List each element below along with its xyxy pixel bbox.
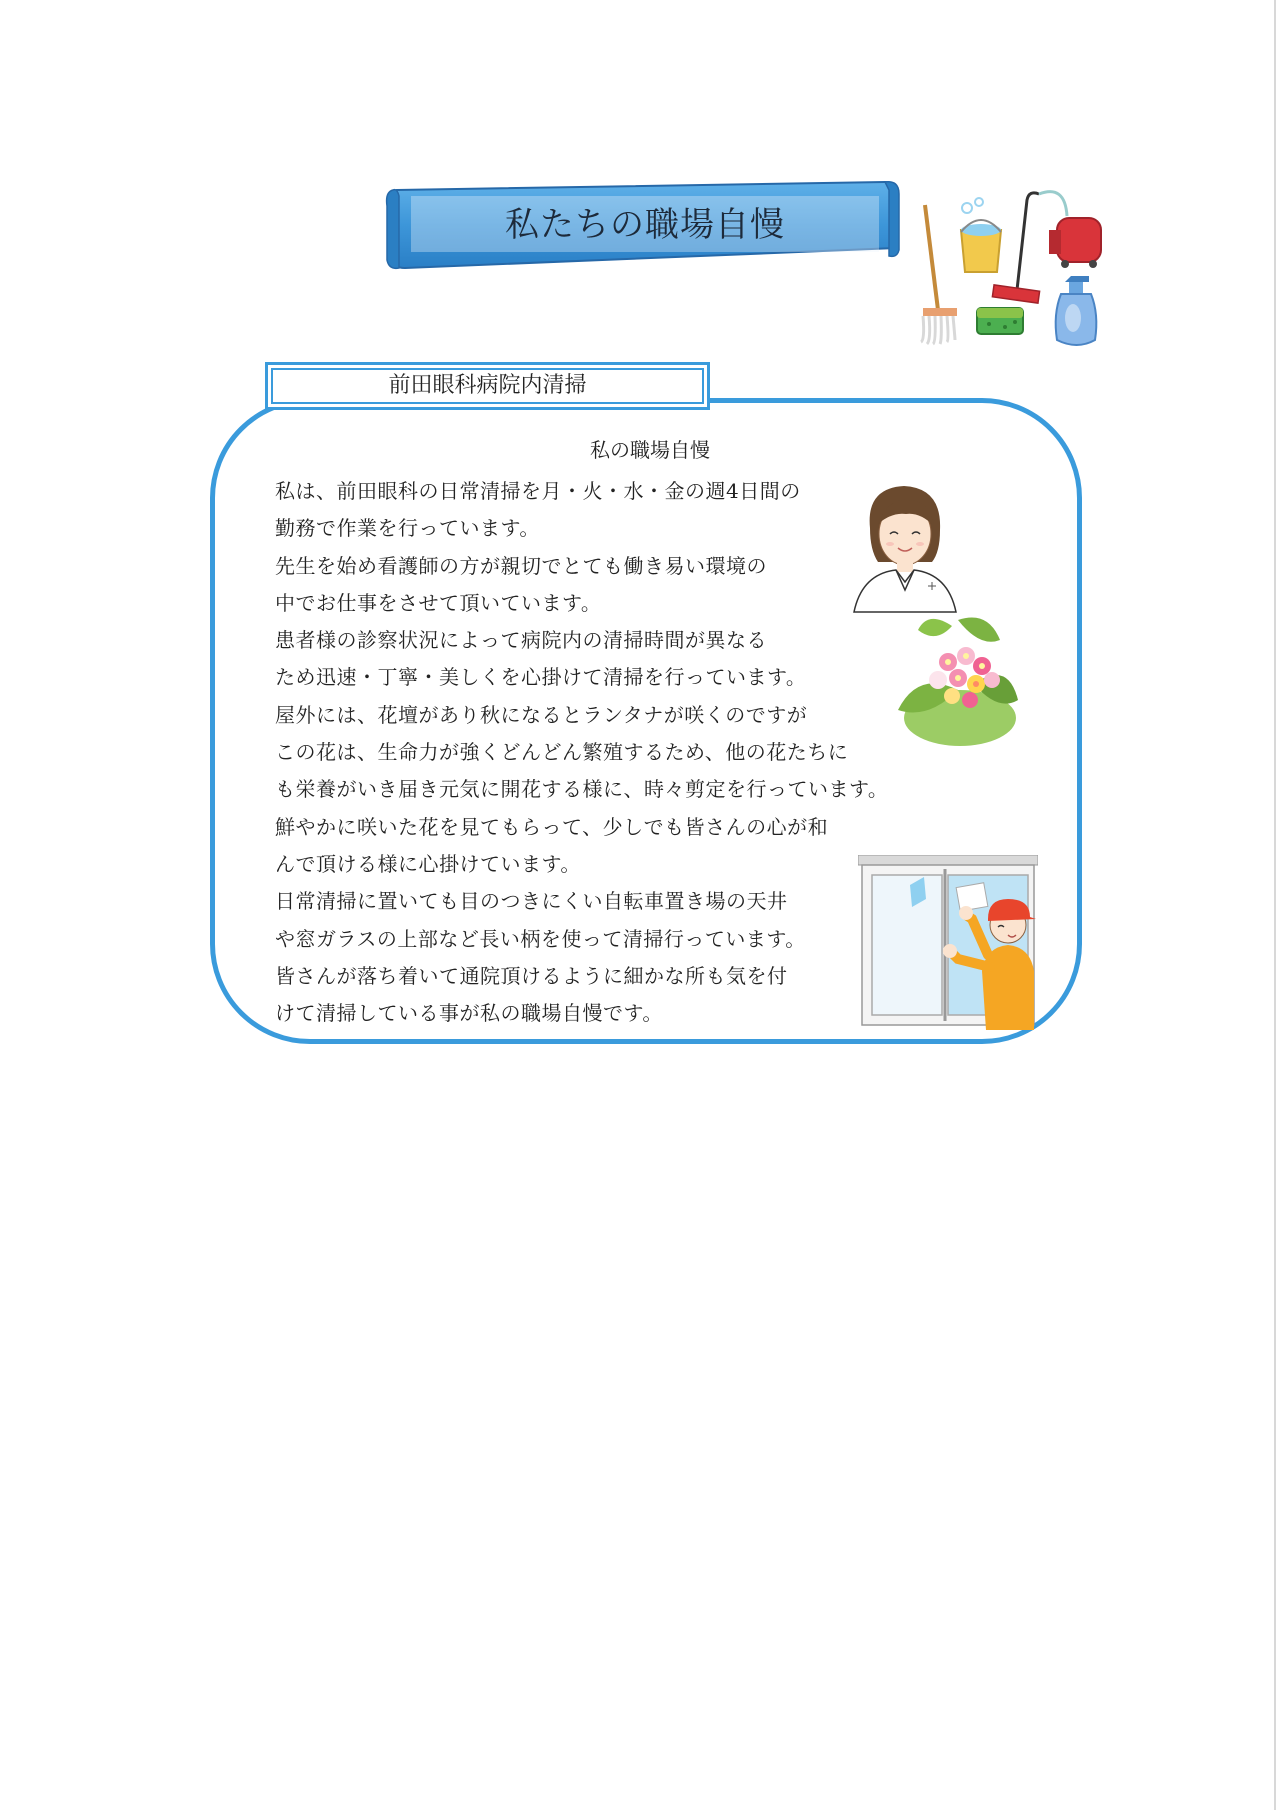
body-line: 屋外には、花壇があり秋になるとランタナが咲くのですが (275, 702, 808, 727)
body-line: も栄養がいき届き元気に開花する様に、時々剪定を行っています。 (275, 777, 889, 802)
sponge-icon (977, 308, 1023, 334)
body-line: 私は、前田眼科の日常清掃を月・火・水・金の週4日間の (275, 479, 801, 503)
nurse-illustration (848, 478, 963, 613)
spray-bottle-icon (1056, 276, 1097, 345)
body-line: 皆さんが落ち着いて通院頂けるように細かな所も気を付 (275, 963, 788, 988)
body-line: 鮮やかに咲いた花を見てもらって、少しでも皆さんの心が和 (275, 814, 829, 839)
page-edge (1274, 0, 1276, 1810)
body-line: 勤務で作業を行っています。 (275, 516, 540, 541)
content-heading: 私の職場自慢 (590, 438, 710, 462)
body-line: 中でお仕事をさせて頂いています。 (275, 590, 602, 615)
mop-icon (921, 205, 957, 344)
title-banner (385, 178, 905, 274)
body-text (275, 473, 935, 1032)
window-cleaning-illustration (858, 855, 1038, 1030)
cleaning-tools-illustration (905, 190, 1135, 360)
body-line: 日常清掃に置いても目のつきにくい自転車置き場の天井 (275, 889, 788, 914)
body-line: この花は、生命力が強くどんどん繁殖するため、他の花たちに (275, 740, 849, 765)
body-line: ため迅速・丁寧・美しくを心掛けて清掃を行っています。 (275, 665, 807, 690)
page-title: 私たちの職場自慢 (505, 205, 785, 245)
vacuum-cleaner-icon (992, 192, 1101, 304)
body-line: んで頂ける様に心掛けています。 (275, 851, 581, 876)
flower-bouquet-illustration (888, 600, 1038, 750)
section-label: 前田眼科病院内清掃 (265, 362, 710, 410)
body-line: けて清掃している事が私の職場自慢です。 (275, 1001, 663, 1026)
bucket-icon (961, 198, 1001, 272)
body-line: や窓ガラスの上部など長い柄を使って清掃行っています。 (275, 926, 806, 951)
body-line: 患者様の診察状況によって病院内の清掃時間が異なる (275, 628, 767, 653)
body-line: 先生を始め看護師の方が親切でとても働き易い環境の (275, 553, 767, 578)
